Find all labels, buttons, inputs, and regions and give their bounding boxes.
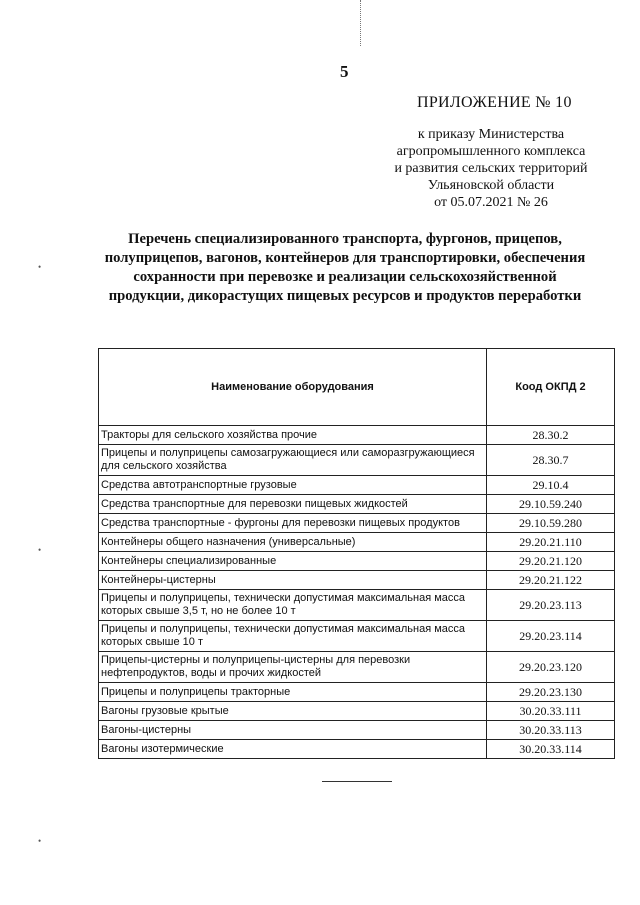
- table-row: [99, 721, 615, 740]
- table-row: [99, 683, 615, 702]
- table-row: [99, 445, 615, 476]
- scan-speck: •: [38, 545, 42, 555]
- closing-separator-line: [322, 781, 392, 782]
- document-title-line: продукции, дикорастущих пищевых ресурсов и продуктов переработки: [108, 288, 582, 304]
- equipment-name-cell: Вагоны грузовые крытые: [99, 702, 487, 721]
- equipment-table: [98, 348, 615, 759]
- okpd2-code-cell: 28.30.2: [487, 426, 615, 445]
- okpd2-code-cell: 29.20.21.122: [487, 571, 615, 590]
- okpd2-code-cell: 29.20.23.114: [487, 621, 615, 652]
- table-row: [99, 495, 615, 514]
- okpd2-code-cell: 28.30.7: [487, 445, 615, 476]
- table-row: [99, 702, 615, 721]
- table-row: [99, 590, 615, 621]
- okpd2-code-cell: 29.20.23.113: [487, 590, 615, 621]
- appendix-order-reference: [366, 126, 616, 211]
- scan-speck: •: [38, 836, 42, 846]
- table-row: [99, 740, 615, 759]
- order-line: от 05.07.2021 № 26: [434, 195, 548, 210]
- okpd2-code-cell: 30.20.33.113: [487, 721, 615, 740]
- equipment-name-cell: Тракторы для сельского хозяйства прочие: [99, 426, 487, 445]
- table-row: [99, 621, 615, 652]
- table-row: [99, 552, 615, 571]
- table-row: [99, 426, 615, 445]
- order-line: агропромышленного комплекса: [396, 144, 586, 159]
- order-line: Ульяновской области: [427, 178, 555, 193]
- table-row: [99, 571, 615, 590]
- equipment-name-cell: Прицепы и полуприцепы самозагружающиеся или саморазгружающиеся для сельского хозяйства: [99, 445, 487, 476]
- equipment-name-cell: Контейнеры общего назначения (универсальные): [99, 533, 487, 552]
- okpd2-code-cell: 29.20.23.120: [487, 652, 615, 683]
- okpd2-code-cell: 29.20.21.120: [487, 552, 615, 571]
- equipment-name-cell: Прицепы и полуприцепы, технически допустимая максимальная масса которых свыше 10 т: [99, 621, 487, 652]
- document-title-line: Перечень специализированного транспорта, фургонов, прицепов,: [128, 231, 562, 247]
- order-line: к приказу Министерства: [417, 127, 565, 142]
- table-row: [99, 476, 615, 495]
- okpd2-code-cell: 29.10.59.280: [487, 514, 615, 533]
- table-row: [99, 514, 615, 533]
- header-equipment-name: Наименование оборудования: [99, 349, 487, 426]
- okpd2-code-cell: 29.10.59.240: [487, 495, 615, 514]
- okpd2-code-cell: 30.20.33.111: [487, 702, 615, 721]
- equipment-name-cell: Средства транспортные для перевозки пищевых жидкостей: [99, 495, 487, 514]
- scan-binding-mark: [360, 0, 361, 46]
- table-row: [99, 533, 615, 552]
- okpd2-code-cell: 29.10.4: [487, 476, 615, 495]
- scan-speck: •: [38, 262, 42, 272]
- table-header-row: [99, 349, 615, 426]
- equipment-name-cell: Контейнеры-цистерны: [99, 571, 487, 590]
- equipment-name-cell: Прицепы и полуприцепы тракторные: [99, 683, 487, 702]
- okpd2-code-cell: 29.20.23.130: [487, 683, 615, 702]
- document-title-line: сохранности при перевозке и реализации сельскохозяйственной: [133, 269, 557, 285]
- okpd2-code-cell: 29.20.21.110: [487, 533, 615, 552]
- order-line: и развития сельских территорий: [394, 161, 588, 176]
- document-title-line: полуприцепов, вагонов, контейнеров для транспортировки, обеспечения: [104, 250, 586, 266]
- okpd2-code-cell: 30.20.33.114: [487, 740, 615, 759]
- equipment-name-cell: Средства автотранспортные грузовые: [99, 476, 487, 495]
- equipment-name-cell: Прицепы-цистерны и полуприцепы-цистерны для перевозки нефтепродуктов, воды и прочих жидкостей: [99, 652, 487, 683]
- page-number: 5: [340, 62, 349, 81]
- equipment-name-cell: Средства транспортные - фургоны для перевозки пищевых продуктов: [99, 514, 487, 533]
- equipment-name-cell: Вагоны изотермические: [99, 740, 487, 759]
- equipment-name-cell: Вагоны-цистерны: [99, 721, 487, 740]
- appendix-title: ПРИЛОЖЕНИЕ № 10: [417, 94, 572, 111]
- table-row: [99, 652, 615, 683]
- header-okpd2-code: Коод ОКПД 2: [487, 349, 615, 426]
- equipment-name-cell: Контейнеры специализированные: [99, 552, 487, 571]
- document-title: [75, 230, 615, 306]
- equipment-name-cell: Прицепы и полуприцепы, технически допустимая максимальная масса которых свыше 3,5 т, но не более 10 т: [99, 590, 487, 621]
